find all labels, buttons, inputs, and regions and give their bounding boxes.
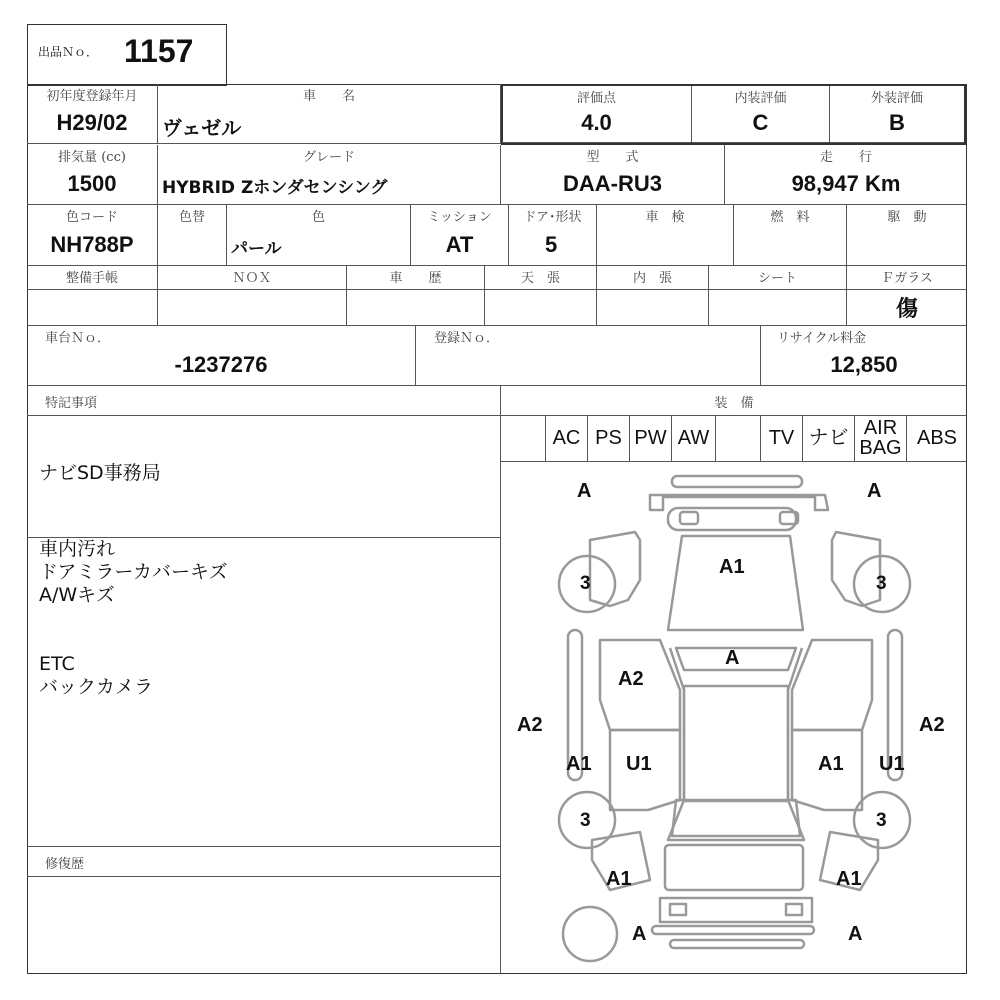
color-change-label: 色替 [178,210,205,225]
interior-cell [692,86,830,143]
mark-bottom-left: A [632,923,647,945]
mark-right-u1: U1 [879,753,905,775]
chassis-label: 車台Ｎｏ． [45,331,111,346]
notes-label: 特記事項 [45,396,98,411]
mission-label: ミッション [427,210,492,225]
equip-airbag: AIR BAG [855,416,907,461]
color-code-label: 色コード [65,210,118,225]
mark-right-a1: A1 [818,753,844,775]
inspection-label: 車 検 [645,210,685,225]
reg-no-cell [416,326,761,386]
mission-cell [411,205,509,266]
exterior-value: B [889,110,905,135]
grade-label: グレード [302,150,355,165]
door-label: ドア･形状 [523,210,582,225]
equip-tv: TV [761,416,803,461]
lot-label: 出品Ｎｏ． [38,45,99,59]
history-label: 車 歴 [347,267,484,290]
model-value: DAA-RU3 [563,171,662,196]
equip-ps: PS [588,416,630,461]
service-book-cell [27,266,158,326]
door-value: 5 [545,232,558,257]
mileage-label: 走 行 [819,150,872,165]
mark-front-right: A [867,480,882,502]
front-glass-label: Ｆガラス [847,267,967,290]
first-reg-label: 初年度登録年月 [46,89,138,104]
interior-value: C [752,110,769,135]
mark-hood: A1 [719,556,745,578]
fuel-label: 燃 料 [770,210,810,225]
equip-pw: PW [630,416,672,461]
front-bumper-top [672,476,802,487]
interior-label: 内装評価 [734,91,787,106]
lot-number-box [27,24,227,86]
inner-lining-cell [597,266,709,326]
score-cell [502,86,692,143]
mark-tire-rl: 3 [580,810,591,831]
mark-left-u1: U1 [626,753,652,775]
chassis-value: -1237276 [174,352,268,377]
mark-tire-fr: 3 [876,573,887,594]
equipment-header [501,386,967,416]
nox-label: ＮＯＸ [158,267,346,290]
first-reg-value: H29/02 [56,110,128,135]
mark-tire-fl: 3 [580,573,591,594]
grade-cell [158,145,501,205]
rear-lamp-l [670,904,686,915]
repair-area [27,877,501,974]
seat-cell [709,266,847,326]
mark-right-outer: A2 [919,714,945,736]
first-reg-cell [27,84,158,144]
score-value: 4.0 [581,110,612,135]
repair-label: 修復歴 [45,857,85,872]
chassis-cell [27,326,416,386]
equip-abs: ABS [916,427,958,449]
mark-left-a1: A1 [566,753,592,775]
lot-number: 1157 [124,33,194,69]
mark-windshield: A [725,647,740,669]
color-value: パール [231,239,282,259]
exterior-label: 外装評価 [870,91,923,106]
equipment-label: 装 備 [714,396,754,411]
roof-lining-label: 天 張 [485,267,596,290]
displacement-value: 1500 [67,171,117,196]
rear-bumper-bottom [652,926,814,934]
door-cell [509,205,597,266]
roof-lining-cell [485,266,597,326]
equip-blank-1 [501,416,546,461]
recycle-value: 12,850 [830,352,898,377]
mission-value: AT [445,232,474,257]
color-code-cell [27,205,158,266]
seat-label: シート [709,267,846,290]
mark-bottom-right: A [848,923,863,945]
mark-rear-right: A1 [836,868,862,890]
equip-navi: ナビ [803,416,855,461]
mark-front-left: A [577,480,592,502]
front-glass-value: 傷 [895,296,918,322]
car-diagram [502,462,966,973]
recycle-label: リサイクル料金 [777,331,867,346]
right-front-door [792,640,872,730]
notes-text-2: 車内汚れ ドアミラーカバーキズ A/Wキズ ETC バックカメラ [39,538,228,698]
history-cell [347,266,485,326]
mark-rear-left: A1 [606,868,632,890]
notes-area-1 [27,416,501,538]
spare-tire [563,907,617,961]
notes-area-2 [27,538,501,847]
car-name-value: ヴェゼル [162,116,242,140]
color-label: 色 [311,210,325,225]
mark-left-front-door: A2 [618,668,644,690]
displacement-label: 排気量 (cc) [58,150,126,165]
drive-cell [847,205,967,266]
reg-no-label: 登録Ｎｏ． [434,331,500,346]
rear-skirt [670,940,804,948]
equip-aw: AW [672,416,716,461]
hood [668,536,803,630]
grade-value: HYBRID Zホンダセンシング [162,178,388,198]
color-cell [227,205,411,266]
nox-cell [158,266,347,326]
color-change-cell [158,205,227,266]
notes-text-1: ナビSD事務局 [39,462,161,484]
color-code-value: NH788P [50,232,134,257]
car-name-cell [158,84,501,144]
rear-bumper [660,898,812,922]
notes-header [27,386,501,416]
repair-header [27,847,501,877]
rear-window [672,800,800,836]
drive-label: 駆 動 [887,210,927,225]
equip-blank-2 [716,416,761,461]
exterior-cell [830,86,964,143]
mark-tire-rr: 3 [876,810,887,831]
displacement-cell [27,145,158,205]
car-name-label: 車 名 [302,89,355,104]
service-book-label: 整備手帳 [27,267,157,290]
front-glass-cell [847,266,967,326]
score-label: 評価点 [576,91,616,106]
fuel-cell [734,205,847,266]
mark-left-outer: A2 [517,714,543,736]
mileage-value: 98,947 Km [791,171,901,196]
roof-outline [668,648,804,840]
left-front-fender [590,532,640,606]
equip-ac: AC [546,416,588,461]
rear-lamp-r [786,904,802,915]
inspection-cell [597,205,734,266]
model-label: 型 式 [586,150,639,165]
model-cell [501,145,725,205]
front-emblem [680,512,698,524]
recycle-cell [761,326,967,386]
inner-lining-label: 内 張 [597,267,708,290]
roof [684,686,788,801]
mileage-cell [725,145,967,205]
equipment-row [501,416,967,462]
trunk [665,845,803,890]
